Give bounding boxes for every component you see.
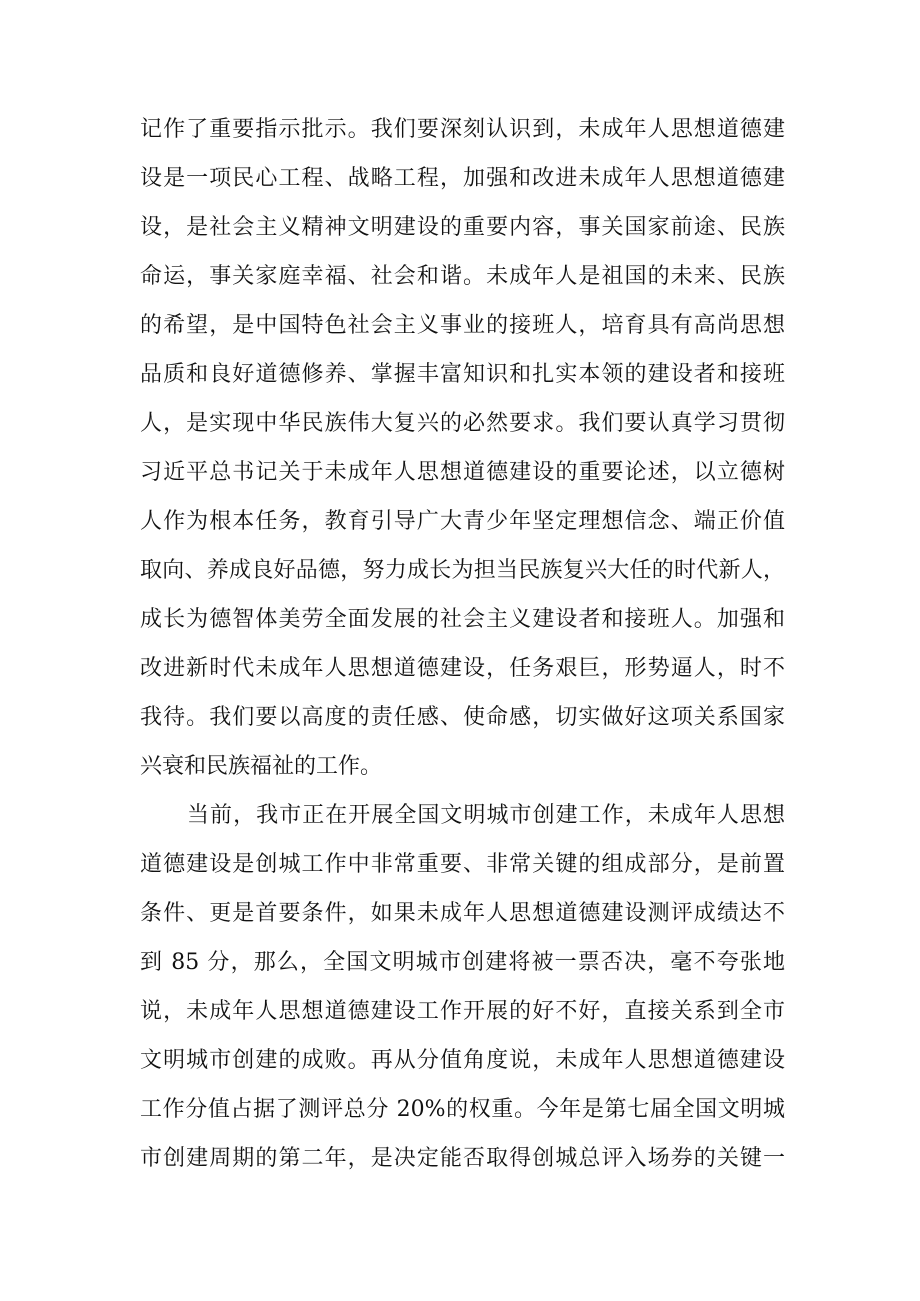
text-line-21: 工作分值占据了测评总分 20%的权重。今年是第七届全国文明城 <box>140 1097 785 1122</box>
text-line-18: 到 85 分，那么，全国文明城市创建将被一票否决，毫不夸张地 <box>140 950 785 975</box>
text-line-10: 取向、养成良好品德，努力成长为担当民族复兴大任的时代新人， <box>140 558 785 583</box>
text-line-6: 品质和良好道德修养、掌握丰富知识和扎实本领的建设者和接班 <box>140 362 785 387</box>
text-line-19: 说，未成年人思想道德建设工作开展的好不好，直接关系到全市 <box>140 999 785 1024</box>
text-line-4: 命运，事关家庭幸福、社会和谐。未成年人是祖国的未来、民族 <box>140 264 785 289</box>
text-line-2: 设是一项民心工程、战略工程，加强和改进未成年人思想道德建 <box>140 166 785 191</box>
text-line-3: 设，是社会主义精神文明建设的重要内容，事关国家前途、民族 <box>140 215 785 240</box>
text-line-22: 市创建周期的第二年，是决定能否取得创城总评入场券的关键一 <box>140 1146 785 1171</box>
text-line-1: 记作了重要指示批示。我们要深刻认识到，未成年人思想道德建 <box>140 117 785 142</box>
text-line-7: 人，是实现中华民族伟大复兴的必然要求。我们要认真学习贯彻 <box>140 411 785 436</box>
text-line-14: 兴衰和民族福祉的工作。 <box>140 754 383 779</box>
text-line-5: 的希望，是中国特色社会主义事业的接班人，培育具有高尚思想 <box>140 313 785 338</box>
paragraph-start-line: 当前，我市正在开展全国文明城市创建工作，未成年人思想 <box>187 803 785 828</box>
text-line-17: 条件、更是首要条件，如果未成年人思想道德建设测评成绩达不 <box>140 901 785 926</box>
text-line-20: 文明城市创建的成败。再从分值角度说，未成年人思想道德建设 <box>140 1048 785 1073</box>
text-line-12: 改进新时代未成年人思想道德建设，任务艰巨，形势逼人，时不 <box>140 656 785 681</box>
text-line-9: 人作为根本任务，教育引导广大青少年坚定理想信念、端正价值 <box>140 509 785 534</box>
text-line-8: 习近平总书记关于未成年人思想道德建设的重要论述，以立德树 <box>140 460 785 485</box>
text-line-11: 成长为德智体美劳全面发展的社会主义建设者和接班人。加强和 <box>140 607 785 632</box>
text-line-13: 我待。我们要以高度的责任感、使命感，切实做好这项关系国家 <box>140 705 785 730</box>
text-line-16: 道德建设是创城工作中非常重要、非常关键的组成部分，是前置 <box>140 852 785 877</box>
